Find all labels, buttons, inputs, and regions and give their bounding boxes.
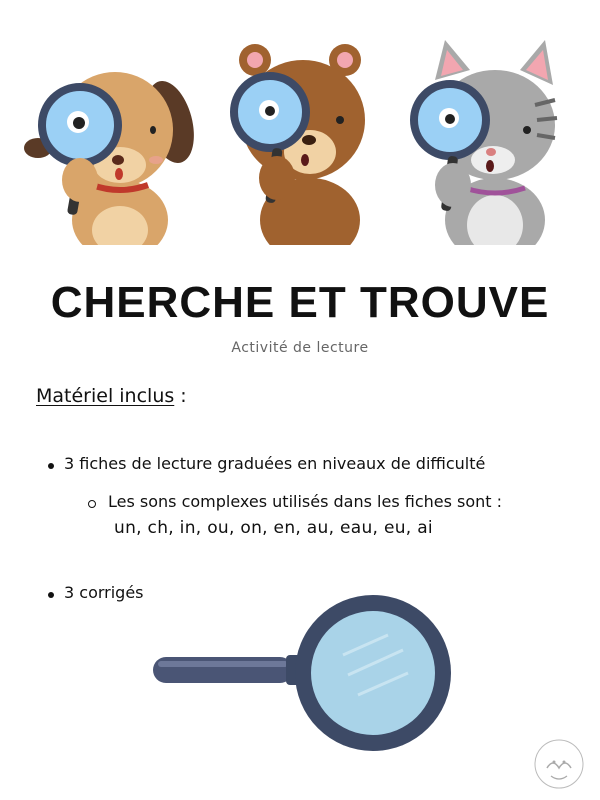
- bullet-dot-icon: [48, 463, 54, 469]
- section-heading: [36, 385, 187, 407]
- sounds-list: un, ch, in, ou, on, en, au, eau, eu, ai: [114, 518, 433, 538]
- sub-list-item: Les sons complexes utilisés dans les fiches sont :: [108, 492, 503, 511]
- page-title: CHERCHE ET TROUVE: [50, 278, 550, 327]
- brand-logo-icon: [533, 738, 585, 790]
- section-heading-colon: :: [174, 385, 187, 407]
- magnifying-glass-icon: [148, 595, 468, 765]
- section-heading-label: Matériel inclus: [36, 385, 175, 407]
- list-item: 3 corrigés: [64, 583, 144, 602]
- list-item: 3 fiches de lecture graduées en niveaux de difficulté: [64, 454, 486, 473]
- cat-detective-illustration: [405, 30, 565, 245]
- page-subtitle: Activité de lecture: [231, 340, 369, 356]
- dog-detective-illustration: [20, 30, 200, 245]
- bullet-dot-icon: [48, 592, 54, 598]
- bullet-ring-icon: [88, 500, 96, 508]
- bear-detective-illustration: [225, 30, 375, 245]
